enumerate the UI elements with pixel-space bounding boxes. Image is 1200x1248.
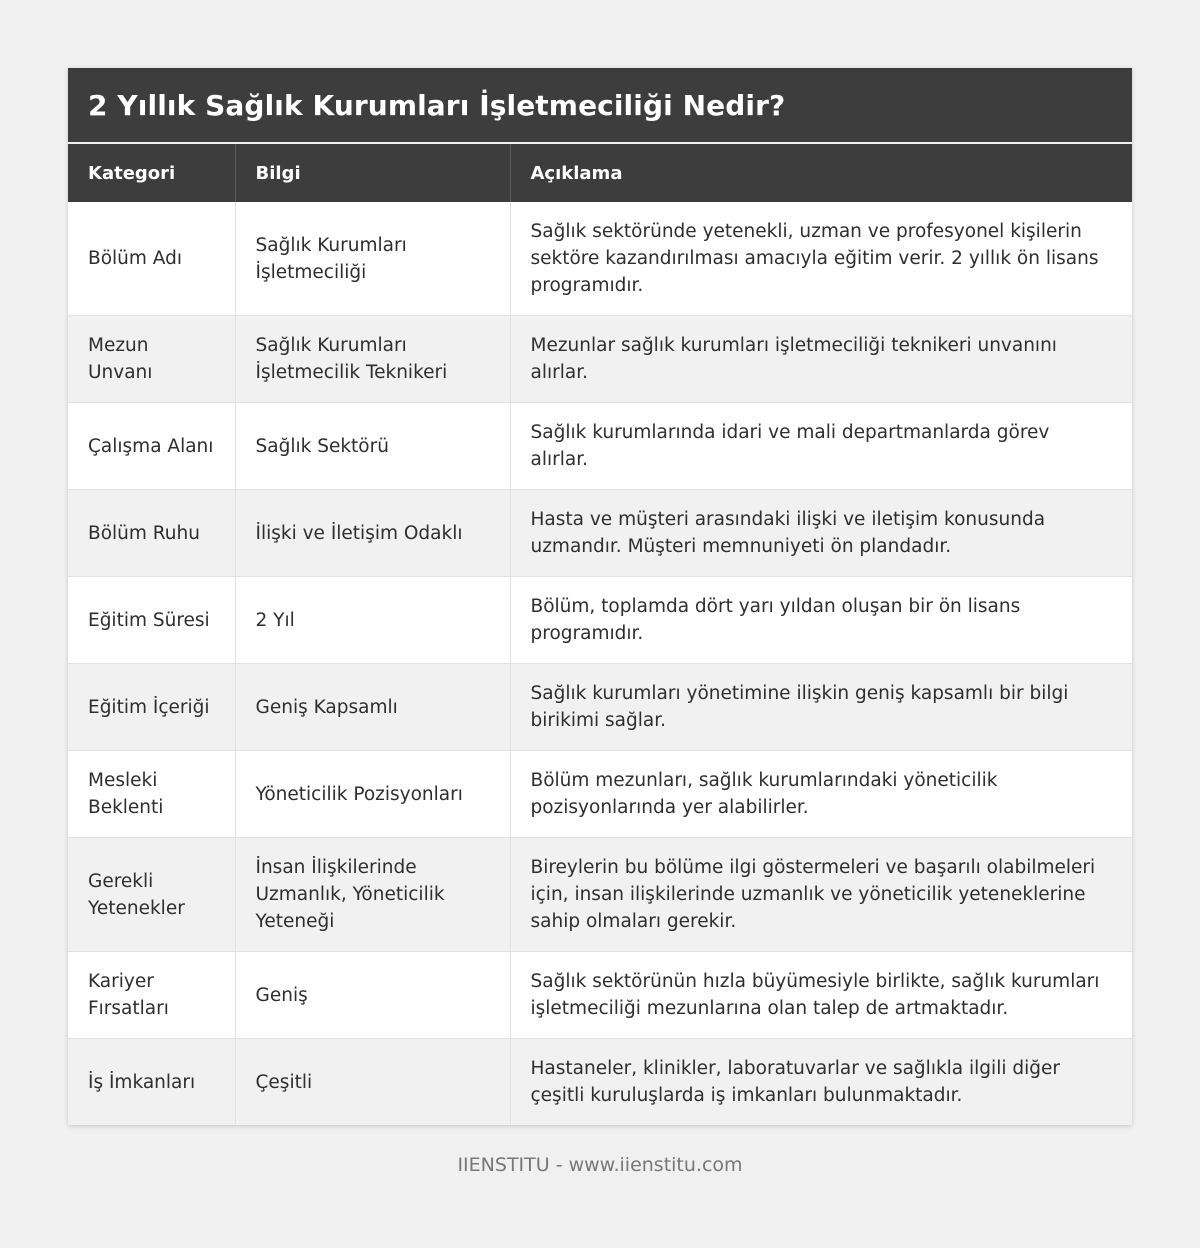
column-header-aciklama: Açıklama bbox=[510, 144, 1132, 202]
table-row bbox=[68, 577, 1132, 664]
table-row bbox=[68, 403, 1132, 490]
table-row bbox=[68, 316, 1132, 403]
cell-bilgi: Geniş bbox=[235, 952, 510, 1039]
header-row bbox=[68, 144, 1132, 202]
cell-kategori: Gerekli Yetenekler bbox=[68, 838, 235, 952]
cell-kategori: Çalışma Alanı bbox=[68, 403, 235, 490]
table-row bbox=[68, 202, 1132, 316]
cell-aciklama: Bireylerin bu bölüme ilgi göstermeleri ve başarılı olabilmeleri için, insan ilişkilerinde uzmanlık ve yöneticilik yeteneklerine sahip olmaları gerekir. bbox=[510, 838, 1132, 952]
table-row bbox=[68, 1039, 1132, 1126]
table-row bbox=[68, 490, 1132, 577]
cell-kategori: Kariyer Fırsatları bbox=[68, 952, 235, 1039]
cell-aciklama: Hastaneler, klinikler, laboratuvarlar ve sağlıkla ilgili diğer çeşitli kuruluşlarda iş imkanları bulunmaktadır. bbox=[510, 1039, 1132, 1126]
footer-credit: IIENSTITU - www.iienstitu.com bbox=[457, 1154, 743, 1176]
cell-kategori: Mesleki Beklenti bbox=[68, 751, 235, 838]
cell-aciklama: Sağlık sektöründe yetenekli, uzman ve profesyonel kişilerin sektöre kazandırılması amacıyla eğitim verir. 2 yıllık ön lisans programıdır. bbox=[510, 202, 1132, 316]
column-header-bilgi: Bilgi bbox=[235, 144, 510, 202]
cell-bilgi: İnsan İlişkilerinde Uzmanlık, Yöneticilik Yeteneği bbox=[235, 838, 510, 952]
table-row bbox=[68, 838, 1132, 952]
cell-aciklama: Sağlık kurumları yönetimine ilişkin geniş kapsamlı bir bilgi birikimi sağlar. bbox=[510, 664, 1132, 751]
cell-aciklama: Bölüm, toplamda dört yarı yıldan oluşan bir ön lisans programıdır. bbox=[510, 577, 1132, 664]
cell-bilgi: Sağlık Kurumları İşletmecilik Teknikeri bbox=[235, 316, 510, 403]
cell-bilgi: Geniş Kapsamlı bbox=[235, 664, 510, 751]
cell-bilgi: 2 Yıl bbox=[235, 577, 510, 664]
cell-aciklama: Sağlık kurumlarında idari ve mali departmanlarda görev alırlar. bbox=[510, 403, 1132, 490]
cell-kategori: Eğitim İçeriği bbox=[68, 664, 235, 751]
table-row bbox=[68, 751, 1132, 838]
cell-kategori: İş İmkanları bbox=[68, 1039, 235, 1126]
column-header-kategori: Kategori bbox=[68, 144, 235, 202]
table-body bbox=[68, 202, 1132, 1125]
table-row bbox=[68, 664, 1132, 751]
cell-bilgi: Çeşitli bbox=[235, 1039, 510, 1126]
cell-aciklama: Sağlık sektörünün hızla büyümesiyle birlikte, sağlık kurumları işletmeciliği mezunlarına olan talep de artmaktadır. bbox=[510, 952, 1132, 1039]
cell-bilgi: İlişki ve İletişim Odaklı bbox=[235, 490, 510, 577]
cell-aciklama: Mezunlar sağlık kurumları işletmeciliği teknikeri unvanını alırlar. bbox=[510, 316, 1132, 403]
cell-bilgi: Yöneticilik Pozisyonları bbox=[235, 751, 510, 838]
page-title: 2 Yıllık Sağlık Kurumları İşletmeciliği Nedir? bbox=[88, 88, 786, 122]
cell-bilgi: Sağlık Sektörü bbox=[235, 403, 510, 490]
cell-kategori: Eğitim Süresi bbox=[68, 577, 235, 664]
info-card bbox=[68, 68, 1132, 1125]
cell-kategori: Bölüm Ruhu bbox=[68, 490, 235, 577]
table-header bbox=[68, 144, 1132, 202]
info-table bbox=[68, 144, 1132, 1125]
cell-kategori: Mezun Unvanı bbox=[68, 316, 235, 403]
title-bar bbox=[68, 68, 1132, 144]
cell-bilgi: Sağlık Kurumları İşletmeciliği bbox=[235, 202, 510, 316]
cell-aciklama: Hasta ve müşteri arasındaki ilişki ve iletişim konusunda uzmandır. Müşteri memnuniyeti ön plandadır. bbox=[510, 490, 1132, 577]
cell-aciklama: Bölüm mezunları, sağlık kurumlarındaki yöneticilik pozisyonlarında yer alabilirler. bbox=[510, 751, 1132, 838]
cell-kategori: Bölüm Adı bbox=[68, 202, 235, 316]
table-row bbox=[68, 952, 1132, 1039]
